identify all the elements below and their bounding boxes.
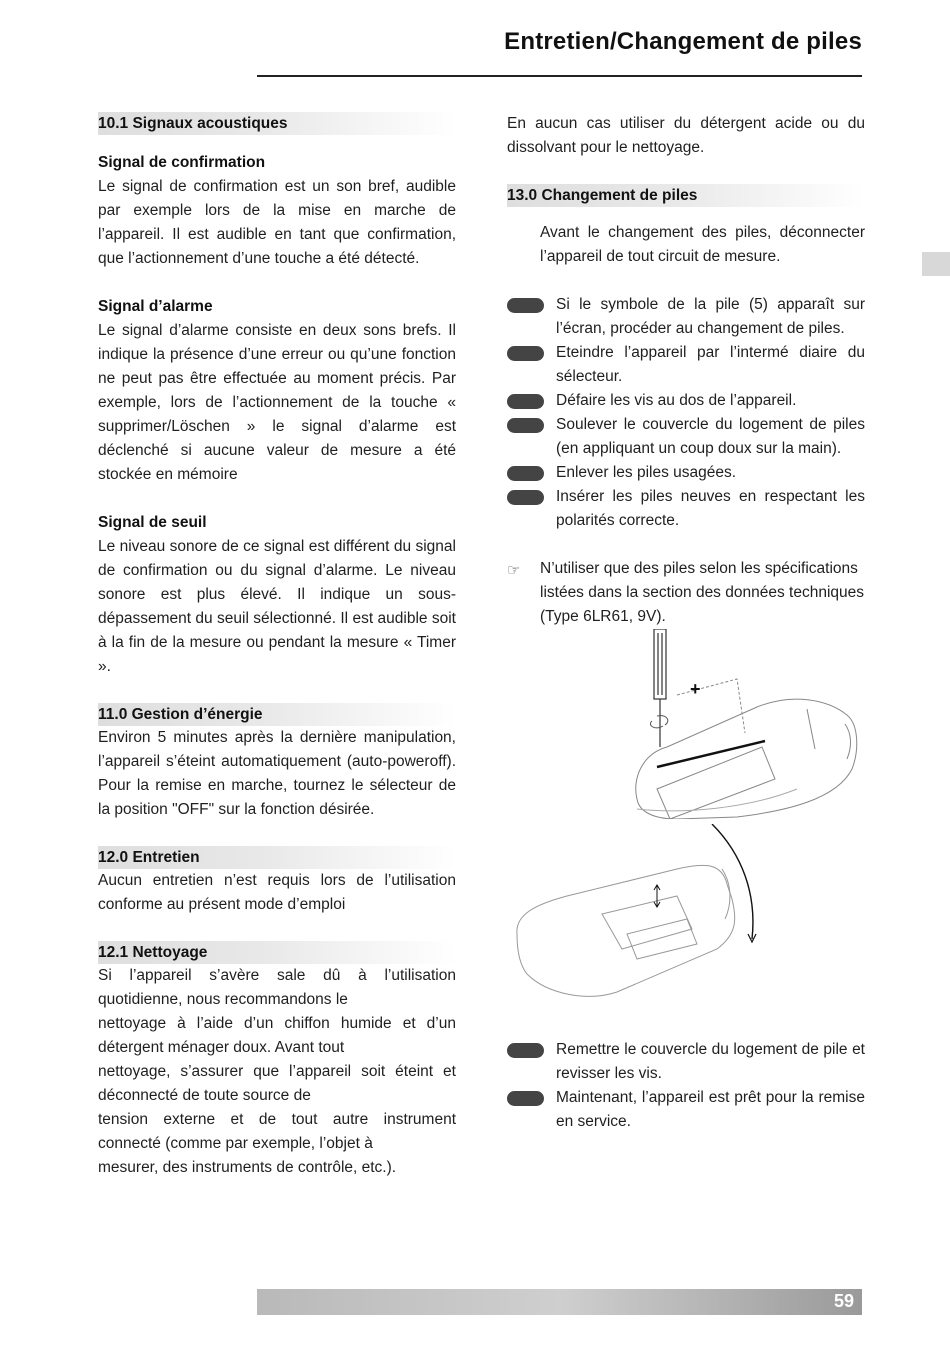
screwdriver-illustration [507,629,865,819]
confirmation-signal-title: Signal de confirmation [98,154,266,171]
list-item [507,461,865,485]
side-tab-marker [922,252,950,276]
section-12-heading: 12.0 Entretien [98,846,456,869]
cleaning-line: mesurer, des instruments de contrôle, etc.). [98,1159,397,1176]
threshold-signal-text: Le niveau sonore de ce signal est différent du signal de confirmation ou du signal d’alarme. Le niveau sonore est plus élevé. Il indique un sous-dépassement du seuil sélectionné. Il est audible soit à la fin de la mesure ou pendant la mesure « Timer ». [98,538,456,675]
cleaning-line: nettoyage, s’assurer que l’appareil soit éteint et déconnecté de toute source de [98,1063,456,1104]
section-12-1-heading: 12.1 Nettoyage [98,941,456,964]
alarm-signal-title: Signal d’alarme [98,298,213,315]
pill-bullet-icon [507,418,544,433]
confirmation-signal-text: Le signal de confirmation est un son bref, audible par exemple lors de la mise en marche de l’appareil. Il est audible en tant que confirmation, que l’actionnement d’une touche a été détecté. [98,178,456,267]
right-column [507,112,865,1134]
cleaning-line: nettoyage à l’aide d’un chiffon humide et d’un détergent ménager doux. Avant tout [98,1015,456,1056]
final-steps-list [507,1038,865,1134]
alarm-signal-text: Le signal d’alarme consiste en deux sons brefs. Il indique la présence d’une erreur ou qu’une fonction ne peut pas être effectuée au moment précis. Par exemple, lors de l’actionnement de la touche « supprimer/Löschen » le signal d’alarme est déclenché si aucune valeur de mesure a été stockée en mémoire [98,322,456,483]
battery-steps-list [507,293,865,533]
list-item [507,413,865,461]
step-text: Enlever les piles usagées. [556,464,737,481]
cleaning-line: Si l’appareil s’avère sale dû à l’utilisation quotidienne, nous recommandons le [98,967,456,1008]
list-item [507,293,865,341]
step-text: Remettre le couvercle du logement de pile et revisser les vis. [556,1041,865,1082]
pill-bullet-icon [507,1091,544,1106]
footer-bar [257,1289,862,1315]
pill-bullet-icon [507,298,544,313]
section-13-heading: 13.0 Changement de piles [507,184,865,207]
list-item [507,341,865,389]
list-item [507,1086,865,1134]
battery-spec-note [507,557,865,629]
pill-bullet-icon [507,394,544,409]
list-item [507,485,865,533]
step-text: Maintenant, l’appareil est prêt pour la remise en service. [556,1089,865,1130]
list-item [507,1038,865,1086]
section-10-1-heading: 10.1 Signaux acoustiques [98,112,456,135]
pill-bullet-icon [507,490,544,505]
title-rule [257,75,862,77]
step-text: Eteindre l’appareil par l’intermé diaire du sélecteur. [556,344,865,385]
page-title: Entretien/Changement de piles [504,28,862,55]
cleaning-line: tension externe et de tout autre instrument connecté (comme par exemple, l’objet à [98,1111,456,1152]
step-text: Défaire les vis au dos de l’appareil. [556,392,797,409]
pointing-hand-icon: ☞ [507,562,521,579]
pill-bullet-icon [507,466,544,481]
plus-label: + [690,679,701,699]
page-number: 59 [833,1291,854,1311]
step-text: Soulever le couvercle du logement de piles (en appliquant un coup doux sur la main). [556,416,865,457]
battery-cover-illustration [507,824,865,1024]
threshold-signal-title: Signal de seuil [98,514,207,531]
pill-bullet-icon [507,346,544,361]
cleaning-warning-text: En aucun cas utiliser du détergent acide ou du dissolvant pour le nettoyage. [507,115,865,156]
battery-intro-text: Avant le changement des piles, déconnecter l’appareil de tout circuit de mesure. [540,224,865,265]
battery-spec-text: N’utiliser que des piles selon les spécifications listées dans la section des données techniques (Type 6LR61, 9V). [540,560,864,625]
section-11-heading: 11.0 Gestion d’énergie [98,703,456,726]
section-12-text: Aucun entretien n’est requis lors de l’utilisation conforme au présent mode d’emploi [98,872,456,913]
pill-bullet-icon [507,1043,544,1058]
section-11-text: Environ 5 minutes après la dernière manipulation, l’appareil s’éteint automatiquement (auto-poweroff). Pour la remise en marche, tournez le sélecteur de la position "OFF" sur la fonction désirée. [98,729,456,818]
list-item [507,389,865,413]
left-column [98,112,456,1180]
step-text: Si le symbole de la pile (5) apparaît sur l’écran, procéder au changement de piles. [556,296,865,337]
step-text: Insérer les piles neuves en respectant les polarités correcte. [556,488,865,529]
